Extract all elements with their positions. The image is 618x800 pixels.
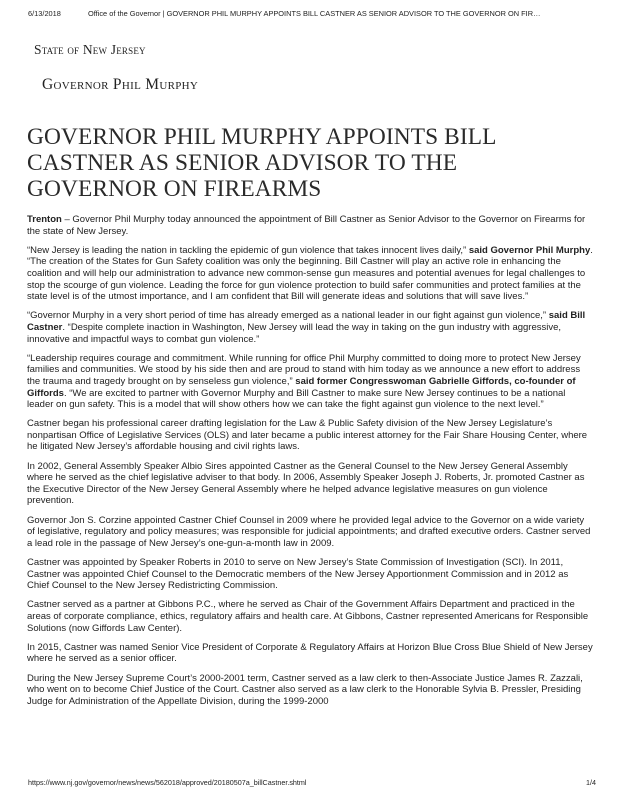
print-page-title: Office of the Governor | GOVERNOR PHIL MURPHY APPOINTS BILL CASTNER AS SENIOR ADVISOR TO THE GOVERNOR ON FIR… [88,9,541,18]
print-date: 6/13/2018 [28,9,61,18]
paragraph-3: “Governor Murphy in a very short period of time has already emerged as a national leader in our fight against gun violence,” said Bill Castner. “Despite complete inaction in Washington, New Jersey will lead the way in taking on the gun industry with aggressive, innovative and impactful ways to combat gun violence.” [27,310,586,345]
paragraph-7: Governor Jon S. Corzine appointed Castner Chief Counsel in 2009 where he provided legal advice to the Governor on a wide variety of legislative, regulatory and policy measures; was responsible for judicial appointments; and drafted executive orders. Castner served a lead role in the passage of New Jersey’s one-gun-a-month law in 2009. [27,514,591,549]
speaker-attribution: said Bill Castner [27,310,586,333]
speaker-attribution: said Governor Phil Murphy [468,244,591,256]
paragraph-2: “New Jersey is leading the nation in tackling the epidemic of gun violence that takes innocent lives daily,” said Governor Phil Murphy. “The creation of the States for Gun Safety coalition was only the beginning. Bill Castner will play an active role in enhancing the coalition and will help our administration to advance new common-sense gun measures and potential avenues for legal challenges to stop the scourge of gun violence. Leading the force for gun violence protection to build safer communities and protect families at the state level is of the utmost importance, and I am confident that Bill will generate ideas and solutions that will save lives.” [27,244,593,303]
article-headline: GOVERNOR PHIL MURPHY APPOINTS BILL CASTNER AS SENIOR ADVISOR TO THE GOVERNOR ON FIREARMS [27,124,496,202]
print-url: https://www.nj.gov/governor/news/news/562018/approved/20180507a_billCastner.shtml [28,778,307,787]
paragraph-9: Castner served as a partner at Gibbons P.C., where he served as Chair of the Government Affairs Department and practiced in the areas of corporate compliance, ethics, regulatory affairs and health care. At Gibbons, Castner represented Americans for Responsible Solutions (now Giffords Law Center). [27,599,589,634]
dateline: Trenton [27,214,62,225]
state-of-new-jersey-link[interactable]: State of New Jersey [34,42,146,57]
governor-phil-murphy-link[interactable]: Governor Phil Murphy [42,76,199,93]
paragraph-8: Castner was appointed by Speaker Roberts in 2010 to serve on New Jersey’s State Commission of Investigation (SCI). In 2011, Castner was appointed Chief Counsel to the Democratic members of the New Jersey Apportionment Commission and in 2012 as Chief Counsel to the New Jersey Redistricting Commission. [27,557,569,592]
paragraph-4: “Leadership requires courage and commitment. While running for office Phil Murphy committed to doing more to protect New Jersey families and communities. We stood by his side then and are proud to stand with him today as we announce a new effort to address the trauma and tragedy brought on by senseless gun violence,” said former Congresswoman Gabrielle Giffords, co-founder of Giffords. “We are excited to partner with Governor Murphy and Bill Castner to make sure New Jersey continues to be a national leader on gun safety. This is a model that will show others how we can take the fight against gun violence to the next level.” [27,352,581,411]
speaker-attribution: said former Congresswoman Gabrielle Giffords, co-founder of Giffords [27,375,576,399]
paragraph-10: In 2015, Castner was named Senior Vice President of Corporate & Regulatory Affairs at Horizon Blue Cross Blue Shield of New Jersey where he served as a senior officer. [27,641,593,665]
print-header [28,9,598,18]
paragraph-11: During the New Jersey Supreme Court’s 2000-2001 term, Castner served as a law clerk to then-Associate Justice James R. Zazzali, who went on to become Chief Justice of the Court. Castner also served as a law clerk to the Honorable Sylvia B. Pressler, Presiding Judge for Administration of the Appellate Division, during the 1999-2000 [27,672,583,707]
page-number: 1/4 [586,778,596,787]
paragraph-1: Trenton – Governor Phil Murphy today announced the appointment of Bill Castner as Senior Advisor to the Governor on Firearms for the state of New Jersey. [27,214,586,237]
paragraph-5: Castner began his professional career drafting legislation for the Law & Public Safety division of the New Jersey Legislature’s nonpartisan Office of Legislative Services (OLS) and later became a public interest attorney for the Fair Share Housing Center, where he litigated New Jersey’s affordable housing and civil rights laws. [27,418,588,453]
print-footer [28,778,596,787]
paragraph-6: In 2002, General Assembly Speaker Albio Sires appointed Castner as the General Counsel to the New Jersey General Assembly where he served as the chief legislative adviser to that body. In 2006, Assembly Speaker Joseph J. Roberts, Jr. promoted Castner as the Executive Director of the New Jersey General Assembly where he helped advance legislative measures on gun violence prevention. [27,460,585,507]
article-body [27,214,593,715]
